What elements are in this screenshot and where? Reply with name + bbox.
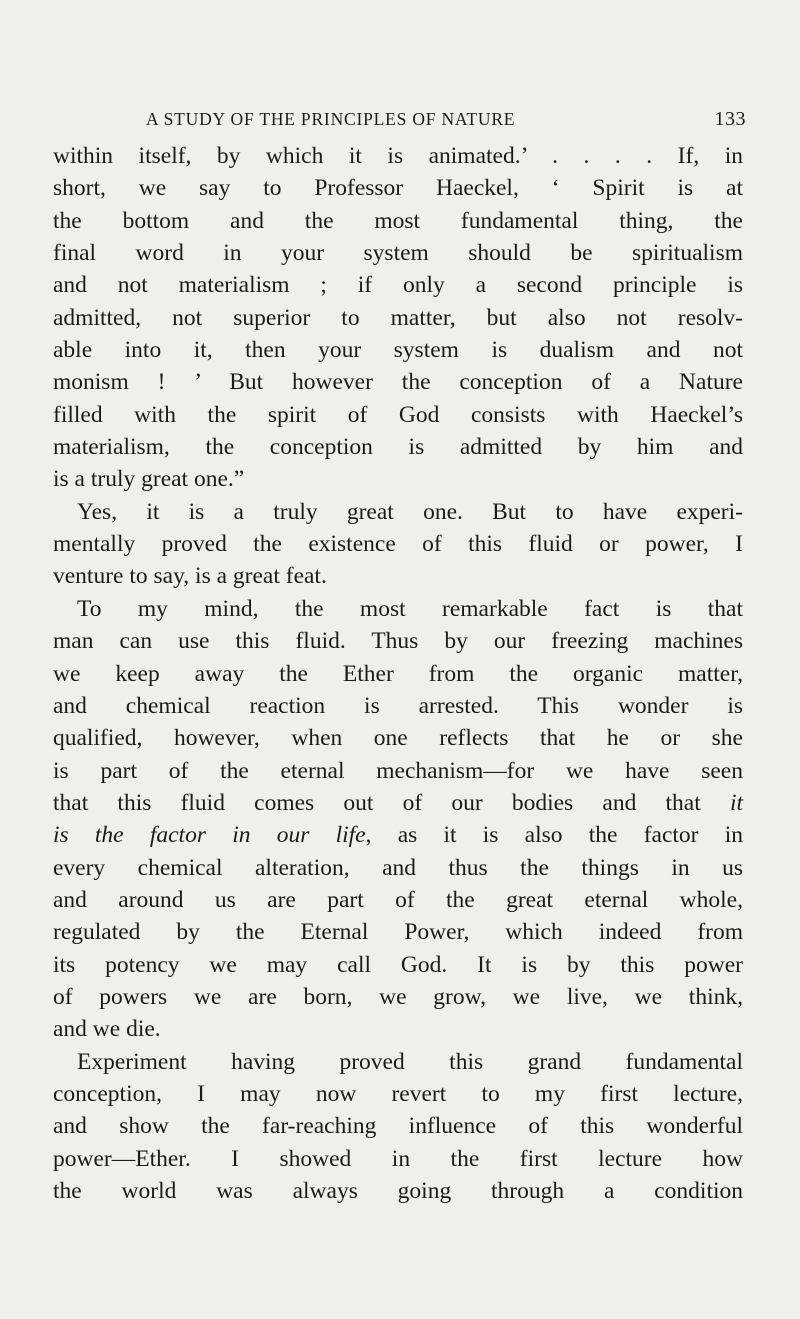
text-line: and around us are part of the great eternal whole, xyxy=(53,886,743,913)
text-line: venture to say, is a great feat. xyxy=(53,563,327,590)
italic-word: it xyxy=(729,789,743,816)
text-line: materialism, the conception is admitted by him and xyxy=(53,434,743,461)
text-line: qualified, however, when one reflects that he or she xyxy=(53,725,743,752)
text-line: its potency we may call God. It is by this power xyxy=(53,951,743,978)
text-line: power—Ether. I showed in the first lecture how xyxy=(53,1145,743,1172)
text-line: mentally proved the existence of this fluid or power, I xyxy=(53,531,743,558)
text-line: the bottom and the most fundamental thing, the xyxy=(53,207,743,234)
text-line: we keep away the Ether from the organic matter, xyxy=(53,660,743,687)
text-line: is a truly great one.” xyxy=(53,466,245,493)
text-line: Experiment having proved this grand fundamental xyxy=(77,1048,743,1075)
text-line: is part of the eternal mechanism—for we have seen xyxy=(53,757,743,784)
text-line: of powers we are born, we grow, we live, we think, xyxy=(53,983,743,1010)
text-line: and show the far-reaching influence of this wonderful xyxy=(53,1113,743,1140)
text-line: Yes, it is a truly great one. But to have experi- xyxy=(77,498,743,525)
text-fragment: , as it is also the factor in xyxy=(365,822,743,849)
header-title: A STUDY OF THE PRINCIPLES OF NATURE xyxy=(146,108,516,129)
text-line-with-italic xyxy=(53,819,743,851)
text-line: admitted, not superior to matter, but also not resolv- xyxy=(53,304,743,331)
page-number: 133 xyxy=(714,107,746,130)
text-line-with-italic xyxy=(53,787,743,819)
body-text xyxy=(53,140,743,1207)
text-line: every chemical alteration, and thus the things in us xyxy=(53,854,743,881)
text-line: short, we say to Professor Haeckel, ‘ Spirit is at xyxy=(53,175,743,202)
text-line: filled with the spirit of God consists with Haeckel’s xyxy=(53,401,743,428)
text-line: regulated by the Eternal Power, which indeed from xyxy=(53,919,743,946)
text-line: final word in your system should be spiritualism xyxy=(53,240,743,267)
text-line: and we die. xyxy=(53,1016,161,1043)
running-header xyxy=(146,102,746,136)
text-line: within itself, by which it is animated.’ . . . . If, in xyxy=(53,143,743,169)
text-line: To my mind, the most remarkable fact is that xyxy=(77,595,743,622)
text-line: able into it, then your system is dualism and not xyxy=(53,337,743,364)
text-line: the world was always going through a condition xyxy=(53,1178,743,1204)
text-line: man can use this fluid. Thus by our freezing machines xyxy=(53,628,743,655)
text-line: conception, I may now revert to my first lecture, xyxy=(53,1080,743,1107)
text-line: and chemical reaction is arrested. This wonder is xyxy=(53,692,743,719)
text-fragment: that this fluid comes out of our bodies and that xyxy=(53,789,701,816)
italic-phrase: is the factor in our life xyxy=(53,822,366,849)
text-line: monism ! ’ But however the conception of a Nature xyxy=(53,369,743,396)
text-line: and not materialism ; if only a second principle is xyxy=(53,272,743,299)
